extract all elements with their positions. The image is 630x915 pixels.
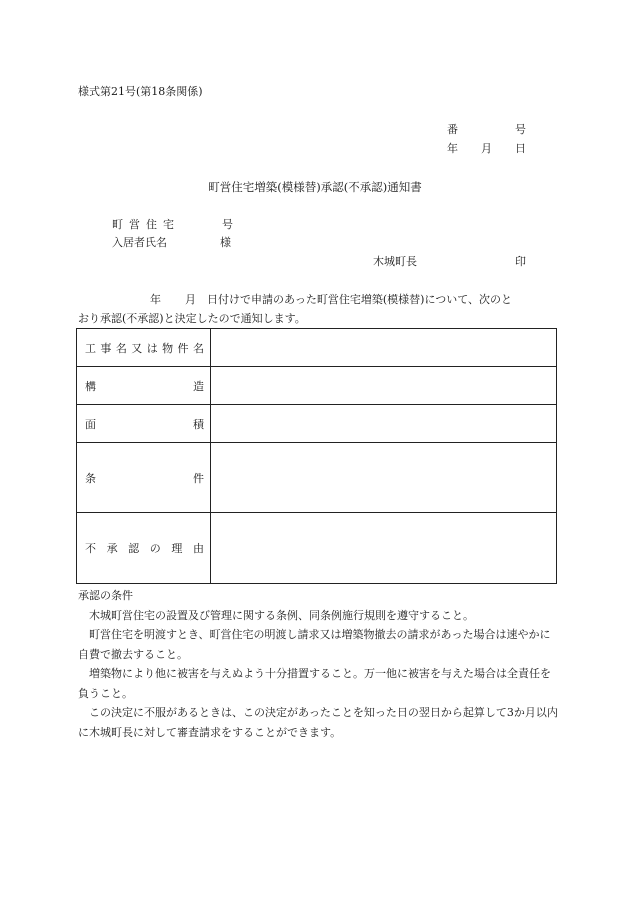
label-char: 件 — [177, 341, 189, 355]
project-value-cell[interactable] — [211, 329, 557, 367]
row-label-project — [77, 329, 211, 367]
label-char: 構 — [85, 379, 96, 393]
seal-mark: 印 — [515, 255, 526, 268]
label-char: 事 — [100, 341, 112, 355]
condition-item: この決定に不服があるときは、この決定があったことを知った日の翌日から起算して3か月以内に木城町長に対して審査請求をすることができます。 — [78, 706, 558, 739]
table-row — [77, 443, 557, 513]
body-year-label: 年 — [150, 293, 161, 306]
label-char: 物 — [162, 341, 174, 355]
label-char: 名 — [115, 341, 127, 355]
label-char: は — [146, 341, 158, 355]
row-label-area — [77, 405, 211, 443]
housing-suffix: 号 — [222, 218, 233, 231]
body-text-line1: 日付けで申請のあった町営住宅増築(模様替)について、次のと — [207, 293, 513, 306]
details-table — [76, 328, 557, 584]
label-char: 名 — [192, 341, 204, 355]
document-title: 町営住宅増築(模様替)承認(不承認)通知書 — [208, 180, 422, 194]
resident-suffix: 様 — [220, 236, 231, 249]
label-char: 不 — [85, 542, 96, 555]
rejection-reason-value-cell[interactable] — [211, 513, 557, 584]
body-text-line2: おり承認(不承認)と決定したので通知します。 — [78, 312, 306, 325]
label-char: 又 — [131, 341, 143, 355]
table-row — [77, 367, 557, 405]
number-label: 番 — [447, 123, 458, 136]
label-char: 積 — [193, 417, 204, 431]
date-day-label: 日 — [515, 142, 526, 155]
condition-item: 木城町営住宅の設置及び管理に関する条例、同条例施行規則を遵守すること。 — [89, 608, 474, 622]
issuer-name: 木城町長 — [373, 255, 417, 268]
number-suffix: 号 — [515, 123, 526, 136]
conditions-heading: 承認の条件 — [78, 589, 133, 602]
label-char: 工 — [85, 341, 96, 355]
table-row — [77, 329, 557, 367]
housing-label: 町営住宅 — [112, 218, 180, 231]
label-char: 条 — [85, 471, 96, 485]
label-char: 由 — [192, 542, 204, 555]
label-char: 面 — [85, 417, 96, 431]
approval-conditions — [78, 586, 558, 742]
row-label-structure — [77, 367, 211, 405]
area-value-cell[interactable] — [211, 405, 557, 443]
structure-value-cell[interactable] — [211, 367, 557, 405]
date-year-label: 年 — [447, 142, 458, 155]
label-char: 承 — [106, 542, 118, 555]
condition-item: 増築物により他に被害を与えぬよう十分措置すること。万一他に被害を与えた場合は全責任を負うこと。 — [78, 667, 551, 700]
table-row — [77, 405, 557, 443]
conditions-value-cell[interactable] — [211, 443, 557, 513]
row-label-rejection-reason — [77, 513, 211, 584]
label-char: 理 — [171, 542, 183, 555]
form-number: 様式第21号(第18条関係) — [78, 85, 203, 98]
body-month-label: 月 — [185, 293, 196, 306]
label-char: 認 — [128, 542, 140, 555]
label-char: 件 — [193, 471, 204, 485]
row-label-conditions — [77, 443, 211, 513]
label-char: の — [149, 542, 161, 555]
label-char: 造 — [193, 379, 204, 393]
table-row — [77, 513, 557, 584]
resident-label: 入居者氏名 — [112, 236, 167, 249]
condition-item: 町営住宅を明渡すとき、町営住宅の明渡し請求又は増築物撤去の請求があった場合は速やかに自費で撤去すること。 — [78, 628, 551, 661]
date-month-label: 月 — [481, 142, 492, 155]
